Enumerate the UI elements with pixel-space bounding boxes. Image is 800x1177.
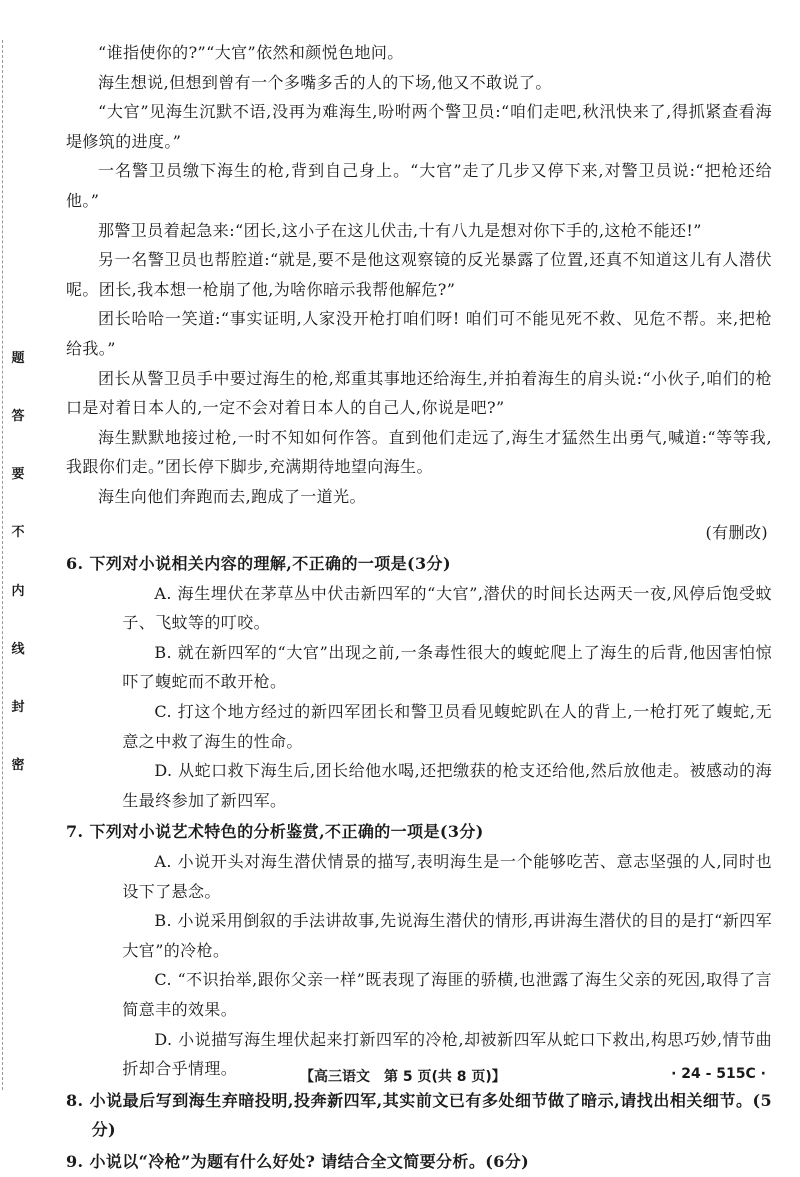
option-d: D. 小说描写海生埋伏起来打新四军的冷枪,却被新四军从蛇口下救出,构思巧妙,情节曲折却合乎情理。: [122, 1029, 772, 1079]
option-list: [66, 847, 772, 1084]
page-info: 【高三语文 第 5 页(共 8 页)】: [300, 1069, 506, 1085]
option-a: A. 海生埋伏在茅草丛中伏击新四军的“大官”,潜伏的时间长达两天一夜,风停后饱受蚊子、飞蚊等的叮咬。: [122, 583, 772, 633]
question-7: [66, 817, 772, 1083]
passage-paragraph: “大官”见海生沉默不语,没再为难海生,吩咐两个警卫员:“咱们走吧,秋汛快来了,得抓紧查看海堤修筑的进度。”: [66, 102, 772, 151]
binding-char: 答: [11, 409, 25, 425]
passage-paragraph: “谁指使你的?”“大官”依然和颜悦色地问。: [98, 43, 404, 62]
option-b: B. 小说采用倒叙的手法讲故事,先说海生潜伏的情形,再讲海生潜伏的目的是打“新四军大官”的冷枪。: [122, 911, 772, 960]
binding-char: 要: [11, 467, 25, 483]
question-stem: 8. 小说最后写到海生弃暗投明,投奔新四军,其实前文已有多处细节做了暗示,请找出相关细节。(5分): [66, 1090, 772, 1140]
passage: [66, 38, 772, 547]
passage-paragraph: 海生想说,但想到曾有一个多嘴多舌的人的下场,他又不敢说了。: [98, 72, 552, 92]
passage-paragraph: 那警卫员着起急来:“团长,这小子在这儿伏击,十有八九是想对你下手的,这枪不能还!”: [98, 220, 702, 240]
binding-dashed-line: [2, 40, 3, 1090]
question-6: [66, 549, 772, 815]
option-a: A. 小说开头对海生潜伏情景的描写,表明海生是一个能够吃苦、意志坚强的人,同时也设下了悬念。: [122, 852, 772, 901]
option-b: B. 就在新四军的“大官”出现之前,一条毒性很大的蝮蛇爬上了海生的后背,他因害怕惊吓了蝮蛇而不敢开枪。: [122, 642, 772, 692]
passage-paragraph: 团长哈哈一笑道:“事实证明,人家没开枪打咱们呀! 咱们可不能见死不救、见危不帮。来,把枪给我。”: [66, 309, 772, 358]
option-c: C. “不识抬举,跟你父亲一样”既表现了海匪的骄横,也泄露了海生父亲的死因,取得了言简意丰的效果。: [122, 970, 772, 1019]
binding-char: 不: [11, 525, 25, 541]
page-content: [66, 38, 772, 1177]
question-stem: 6. 下列对小说相关内容的理解,不正确的一项是(3分): [66, 554, 451, 574]
question-9: [66, 1147, 772, 1177]
question-stem: 9. 小说以“冷枪”为题有什么好处? 请结合全文简要分析。(6分): [66, 1151, 530, 1171]
passage-paragraph: 一名警卫员缴下海生的枪,背到自己身上。“大官”走了几步又停下来,对警卫员说:“把枪还给他。”: [66, 161, 772, 210]
passage-paragraph: 另一名警卫员也帮腔道:“就是,要不是他这观察镜的反光暴露了位置,还真不知道这儿有人潜伏呢。团长,我本想一枪崩了他,为啥你暗示我帮他解危?”: [66, 250, 772, 299]
passage-paragraph: 海生向他们奔跑而去,跑成了一道光。: [98, 486, 366, 506]
binding-char: 线: [11, 641, 25, 657]
source-note: (有删改): [705, 522, 768, 542]
binding-char: 密: [11, 757, 25, 773]
binding-char: 内: [11, 583, 25, 599]
binding-char: 题: [11, 351, 25, 366]
passage-paragraph: 海生默默地接过枪,一时不知如何作答。直到他们走远了,海生才猛然生出勇气,喊道:“等等我,我跟你们走。”团长停下脚步,充满期待地望向海生。: [66, 427, 772, 477]
option-list: [66, 579, 772, 816]
option-d: D. 从蛇口救下海生后,团长给他水喝,还把缴获的枪支还给他,然后放他走。被感动的海生最终参加了新四军。: [122, 761, 772, 810]
binding-char: 封: [11, 699, 25, 715]
question-8: [66, 1086, 772, 1145]
option-c: C. 打这个地方经过的新四军团长和警卫员看见蝮蛇趴在人的背上,一枪打死了蝮蛇,无意之中救了海生的性命。: [122, 702, 772, 751]
binding-margin-text: [8, 352, 28, 772]
question-stem: 7. 下列对小说艺术特色的分析鉴赏,不正确的一项是(3分): [66, 822, 484, 842]
passage-paragraph: 团长从警卫员手中要过海生的枪,郑重其事地还给海生,并拍着海生的肩头说:“小伙子,咱们的枪口是对着日本人的,一定不会对着日本人的自己人,你说是吧?”: [66, 368, 772, 418]
page-footer: [0, 1066, 800, 1092]
exam-code: · 24 - 515C ·: [671, 1066, 766, 1082]
